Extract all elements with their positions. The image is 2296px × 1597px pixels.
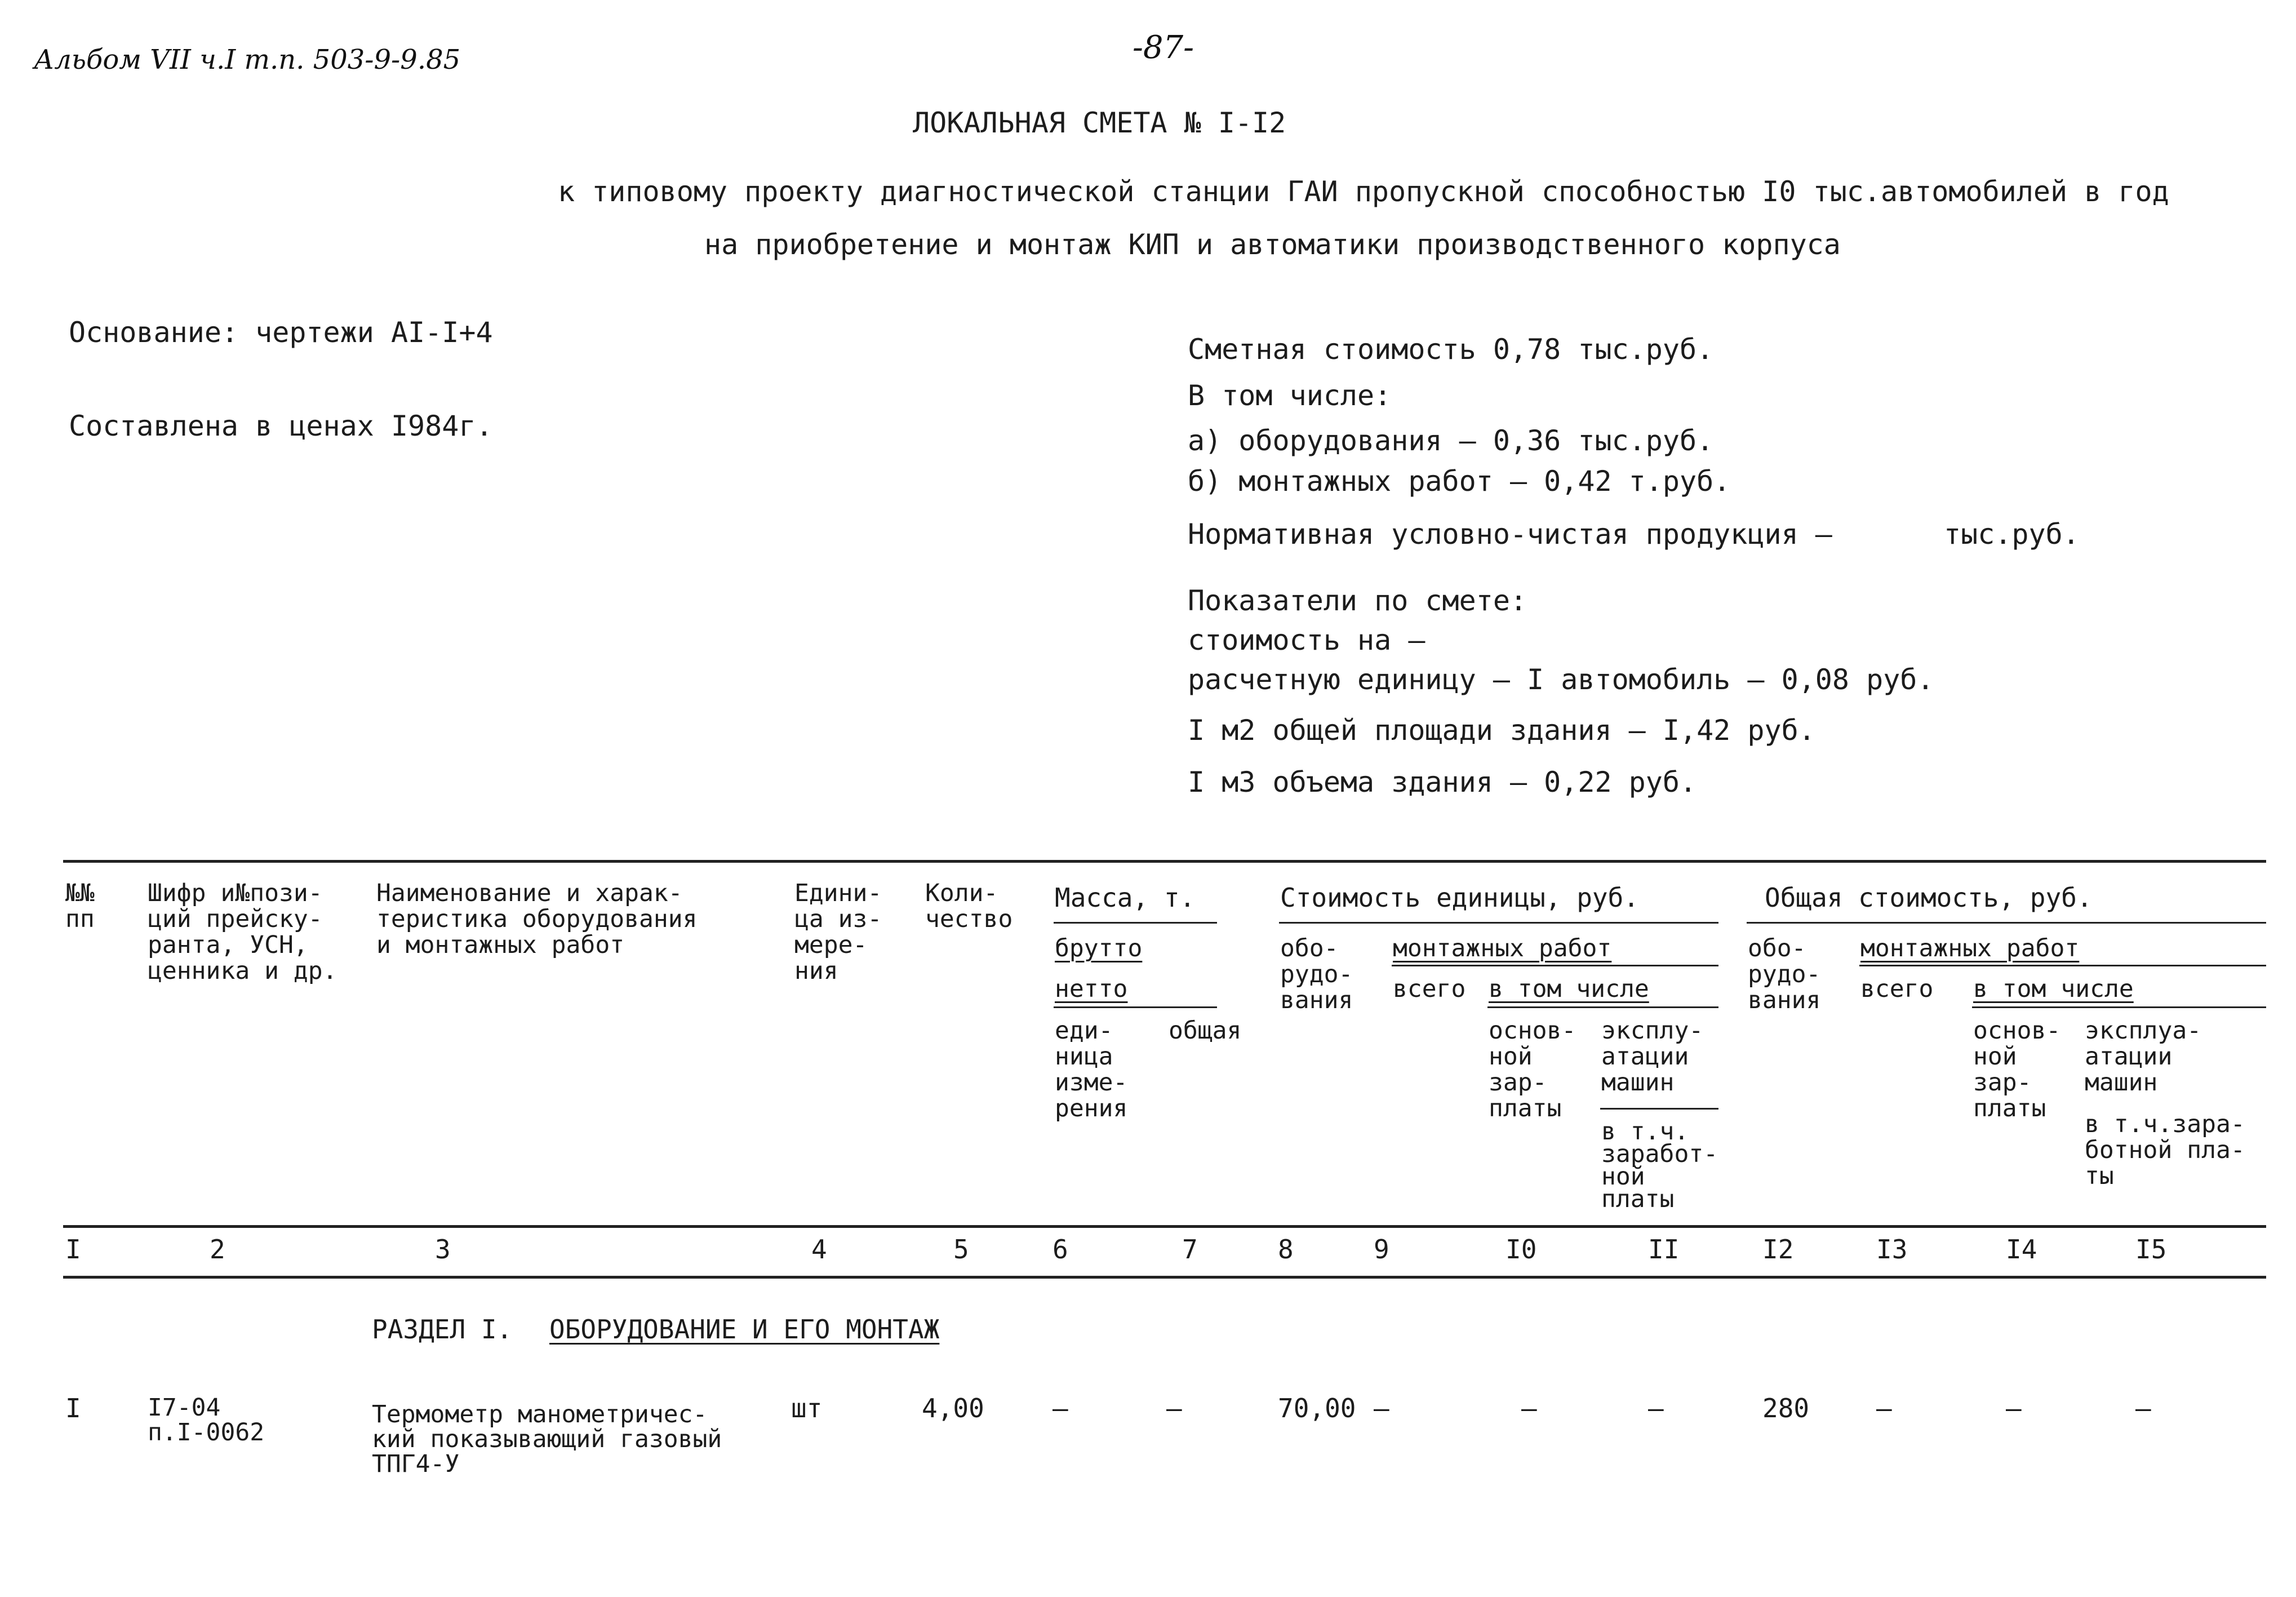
equipment-cost: а) оборудования – 0,36 тыс.руб. xyxy=(1188,424,1714,457)
column-number: II xyxy=(1648,1234,1680,1265)
header-incl-total: в том числе xyxy=(1973,975,2134,1003)
column-number: 9 xyxy=(1374,1234,1389,1265)
normative-unit: тыс.руб. xyxy=(1944,518,2080,551)
header-unit: Едини- ца из- мере- ния xyxy=(794,879,882,985)
header-incl-unit: в том числе xyxy=(1489,975,1649,1003)
subtitle-2: на приобретение и монтаж КИП и автоматики производственного корпуса xyxy=(704,228,1841,261)
prices-year-text: Составлена в ценах I984г. xyxy=(69,410,493,442)
table-top-border xyxy=(63,860,2266,863)
column-number: I5 xyxy=(2135,1234,2167,1265)
subtitle-1: к типовому проекту диагностической станции ГАИ пропускной способностью I0 тыс.автомобилей в год xyxy=(558,175,2169,208)
header-wages-14: основ- ной зар- платы xyxy=(1973,1017,2061,1123)
header-total-cost: Общая стоимость, руб. xyxy=(1765,882,2093,913)
header-mass: Масса, т. xyxy=(1055,882,1196,913)
column-number: 6 xyxy=(1052,1234,1068,1265)
indicators-label: Показатели по смете: xyxy=(1188,584,1527,617)
row-mass-unit: – xyxy=(1052,1393,1068,1423)
estimated-cost: Сметная стоимость 0,78 тыс.руб. xyxy=(1188,333,1714,366)
column-number: I4 xyxy=(2006,1234,2037,1265)
row-wages: – xyxy=(1521,1393,1537,1423)
column-number: 2 xyxy=(210,1234,225,1265)
column-number: I xyxy=(65,1234,81,1265)
row-total-machines: – xyxy=(2135,1393,2151,1423)
row-mass-total: – xyxy=(1166,1393,1182,1423)
header-incl-wages-11: в т.ч. заработ- ной платы xyxy=(1601,1117,1718,1213)
page-number: -87- xyxy=(1133,29,1194,66)
row-number: I xyxy=(65,1393,81,1423)
row-name: Термометр манометричес- кий показывающий газовый ТПГ4-У xyxy=(372,1400,722,1478)
header-machines-15: эксплуа- атации машин xyxy=(2085,1017,2202,1097)
cost-per-label: стоимость на – xyxy=(1188,624,1425,656)
header-install-unit: монтажных работ xyxy=(1393,934,1612,962)
section-title: ОБОРУДОВАНИЕ И ЕГО МОНТАЖ xyxy=(549,1314,940,1345)
incl-total-rule xyxy=(1972,1006,2266,1008)
header-install-total: монтажных работ xyxy=(1860,934,2080,962)
header-unit-cost: Стоимость единицы, руб. xyxy=(1280,882,1639,913)
install-total-rule xyxy=(1859,965,2266,966)
header-brutto: брутто xyxy=(1055,934,1143,962)
basis-text: Основание: чертежи АI-I+4 xyxy=(69,316,493,349)
row-total-install: – xyxy=(1876,1393,1892,1423)
header-equip-12: обо- рудо- вания xyxy=(1748,934,1821,1014)
header-netto: нетто xyxy=(1055,975,1128,1003)
header-name: Наименование и харак- теристика оборудования и монтажных работ xyxy=(376,879,698,959)
row-unit: шт xyxy=(791,1393,823,1423)
doc-title: ЛОКАЛЬНАЯ СМЕТА № I-I2 xyxy=(913,107,1286,139)
row-quantity: 4,00 xyxy=(922,1393,984,1423)
column-number: I0 xyxy=(1505,1234,1537,1265)
column-number: 8 xyxy=(1278,1234,1294,1265)
netto-rule xyxy=(1054,1006,1217,1008)
header-total-9: всего xyxy=(1393,975,1466,1003)
machines-11-rule xyxy=(1600,1108,1718,1110)
row-total-wages: – xyxy=(2006,1393,2022,1423)
row-total-equip: 280 xyxy=(1762,1393,1810,1423)
header-mass-total: общая xyxy=(1169,1017,1242,1045)
header-code: Шифр и№пози- ций прейску- ранта, УСН, ценника и др. xyxy=(148,879,337,985)
column-number: I2 xyxy=(1762,1234,1794,1265)
row-equip-cost: 70,00 xyxy=(1278,1393,1356,1423)
incl-unit-rule xyxy=(1487,1006,1718,1008)
header-bottom-border xyxy=(63,1225,2266,1228)
row-install-total: – xyxy=(1374,1393,1389,1423)
cost-per-m3: I м3 объема здания – 0,22 руб. xyxy=(1188,766,1697,798)
header-number: №№ пп xyxy=(65,879,95,933)
header-wages-10: основ- ной зар- платы xyxy=(1489,1017,1576,1123)
header-quantity: Коли- чество xyxy=(925,879,1013,933)
album-note: Альбом VII ч.I т.п. 503-9-9.85 xyxy=(34,44,461,76)
row-code: I7-04 п.I-0062 xyxy=(148,1394,265,1447)
row-machines: – xyxy=(1648,1393,1664,1423)
column-number: 5 xyxy=(953,1234,969,1265)
cost-per-unit: расчетную единицу – I автомобиль – 0,08 руб. xyxy=(1188,663,1934,696)
total-cost-rule xyxy=(1747,922,2266,924)
column-numbers-border xyxy=(63,1276,2266,1279)
header-total-13: всего xyxy=(1860,975,1934,1003)
install-unit-rule xyxy=(1392,965,1718,966)
column-number: 3 xyxy=(435,1234,451,1265)
unit-cost-rule xyxy=(1279,922,1718,924)
mass-rule xyxy=(1054,922,1217,924)
installation-cost: б) монтажных работ – 0,42 т.руб. xyxy=(1188,465,1731,498)
header-incl-wages-15: в т.ч.зара- ботной пла- ты xyxy=(2085,1110,2245,1190)
cost-per-m2: I м2 общей площади здания – I,42 руб. xyxy=(1188,714,1815,747)
column-number: I3 xyxy=(1876,1234,1908,1265)
section-label: РАЗДЕЛ I. xyxy=(372,1314,513,1345)
header-machines-11: эксплу- атации машин xyxy=(1601,1017,1704,1097)
header-equip-8: обо- рудо- вания xyxy=(1280,934,1353,1014)
header-mass-unit: еди- ница изме- рения xyxy=(1055,1017,1128,1123)
column-number: 7 xyxy=(1182,1234,1198,1265)
normative-label: Нормативная условно-чистая продукция – xyxy=(1188,518,1832,551)
including-label: В том числе: xyxy=(1188,379,1392,412)
column-number: 4 xyxy=(811,1234,827,1265)
